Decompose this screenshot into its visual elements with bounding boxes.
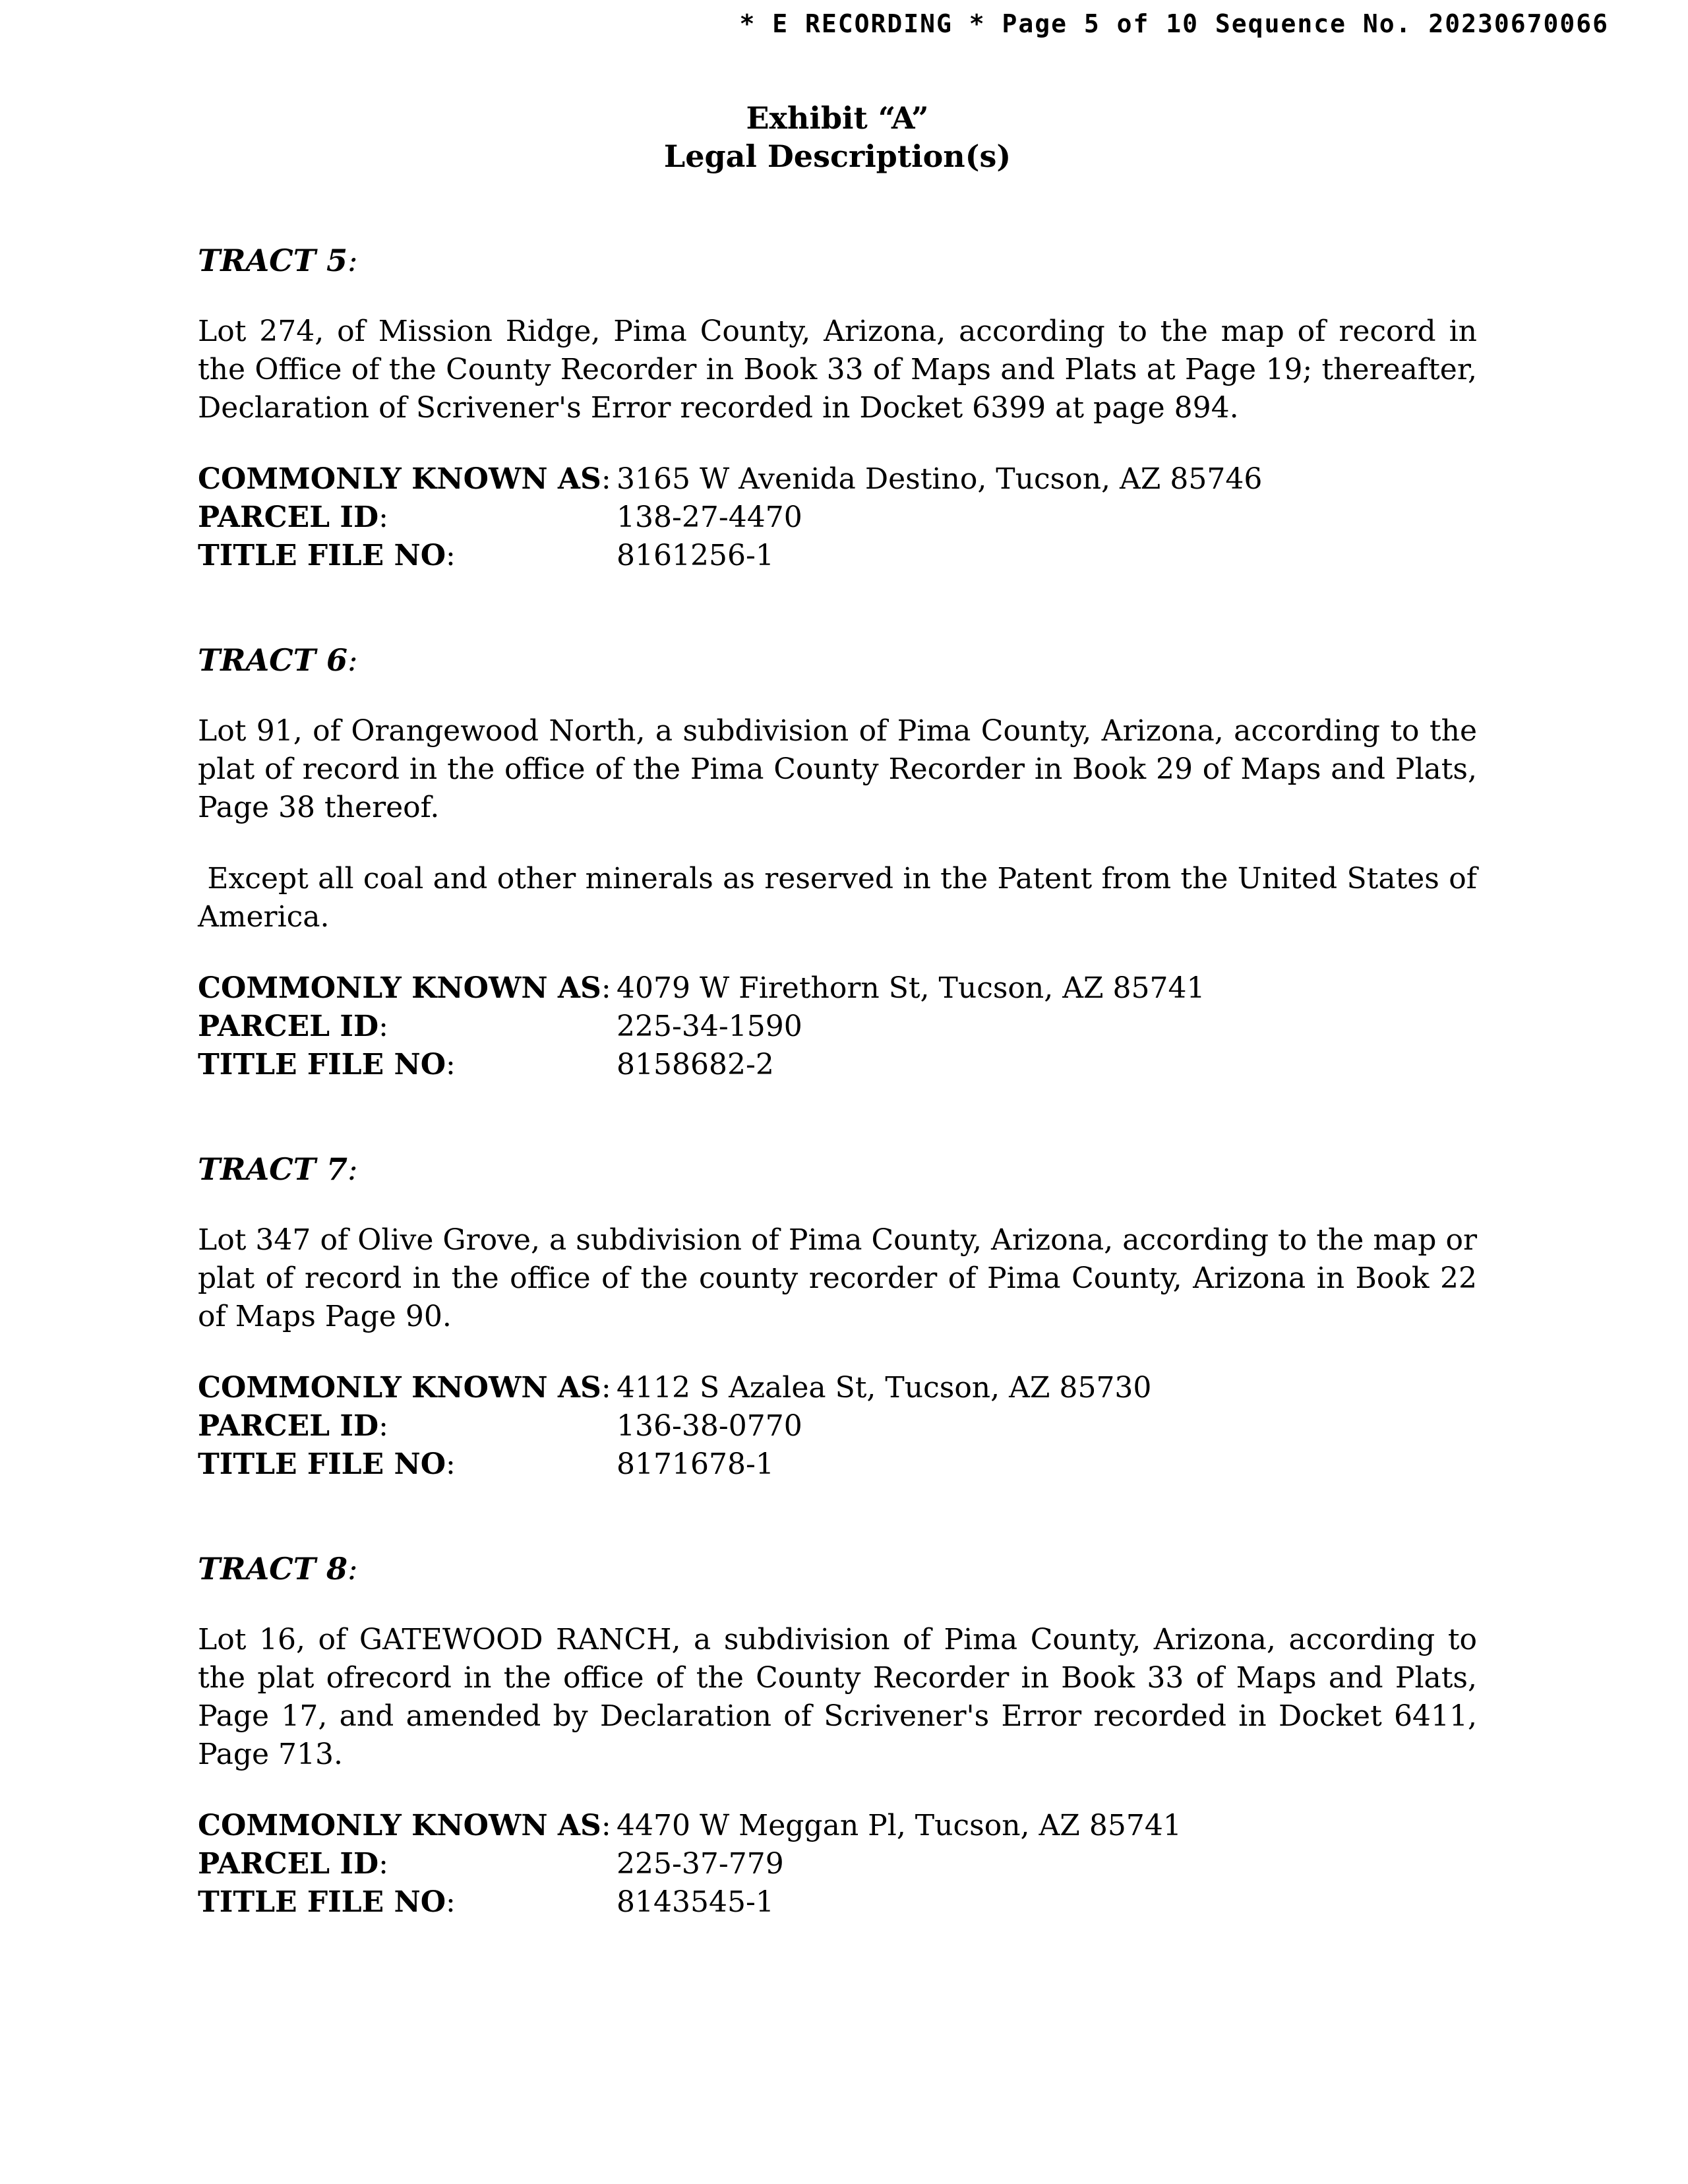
property-info [198,460,1477,575]
known-as-row: COMMONLY KNOWN AS: 4079 W Firethorn St, Tucson, AZ 85741 [198,969,1477,1008]
title-file-row: TITLE FILE NO: 8171678-1 [198,1445,1477,1484]
tract-6 [198,641,1486,1084]
known-as-value: 3165 W Avenida Destino, Tucson, AZ 85746 [617,462,1263,496]
property-info [198,969,1477,1084]
parcel-id-value: 138-27-4470 [617,501,802,534]
recording-stamp: * E RECORDING * Page 5 of 10 Sequence No. 20230670066 [739,9,1609,38]
title-file-row: TITLE FILE NO: 8158682-2 [198,1046,1477,1084]
parcel-id-value: 225-37-779 [617,1847,784,1881]
exhibit-subtitle: Legal Description(s) [663,138,1011,174]
tract-5 [198,241,1477,575]
legal-description: Lot 91, of Orangewood North, a subdivision of Pima County, Arizona, according to the plat of record in the office of the Pima County Recorder in Book 29 of Maps and Plats, Page 38 thereof. [198,714,1477,824]
title-file-value: 8161256-1 [617,539,774,572]
tract-heading: TRACT 7: [198,1151,358,1187]
known-as-value: 4079 W Firethorn St, Tucson, AZ 85741 [617,971,1205,1005]
known-as-row: COMMONLY KNOWN AS: 3165 W Avenida Destino, Tucson, AZ 85746 [198,460,1477,499]
parcel-id-row: PARCEL ID: 225-34-1590 [198,1008,1477,1046]
tract-8 [198,1550,1477,1922]
known-as-row: COMMONLY KNOWN AS: 4112 S Azalea St, Tucson, AZ 85730 [198,1369,1477,1407]
parcel-id-row: PARCEL ID: 136-38-0770 [198,1407,1477,1445]
document-page [198,99,1486,1922]
title-file-value: 8143545-1 [617,1885,774,1919]
legal-exception: Except all coal and other minerals as reserved in the Patent from the United States of America. [198,862,1486,934]
title-file-value: 8158682-2 [617,1048,774,1081]
property-info [198,1807,1477,1922]
tract-heading: TRACT 5: [198,243,358,278]
property-info [198,1369,1477,1484]
tract-7 [198,1150,1477,1484]
title-file-row: TITLE FILE NO: 8143545-1 [198,1883,1477,1922]
tract-heading: TRACT 8: [198,1551,358,1587]
parcel-id-value: 225-34-1590 [617,1010,802,1043]
tract-heading: TRACT 6: [198,642,358,678]
legal-description: Lot 274, of Mission Ridge, Pima County, Arizona, according to the map of record in the Office of the County Recorder in Book 33 of Maps and Plats at Page 19; thereafter, Declaration of Scrivener's Error recorded in Docket 6399 at page 894. [198,315,1477,425]
title-file-value: 8171678-1 [617,1447,774,1481]
known-as-row: COMMONLY KNOWN AS: 4470 W Meggan Pl, Tucson, AZ 85741 [198,1807,1477,1845]
legal-description: Lot 347 of Olive Grove, a subdivision of Pima County, Arizona, according to the map or plat of record in the office of the county recorder of Pima County, Arizona in Book 22 of Maps Page 90. [198,1223,1477,1333]
parcel-id-value: 136-38-0770 [617,1409,802,1443]
title-file-row: TITLE FILE NO: 8161256-1 [198,537,1477,575]
exhibit-title: Exhibit “A” [746,100,929,136]
parcel-id-row: PARCEL ID: 225-37-779 [198,1845,1477,1883]
legal-description: Lot 16, of GATEWOOD RANCH, a subdivision of Pima County, Arizona, according to the plat ofrecord in the office of the County Recorder in Book 33 of Maps and Plats, Page 17, and amended by Declaration of Scrivener's Error recorded in Docket 6411, Page 713. [198,1623,1477,1771]
parcel-id-row: PARCEL ID: 138-27-4470 [198,499,1477,537]
known-as-value: 4112 S Azalea St, Tucson, AZ 85730 [617,1371,1152,1405]
known-as-value: 4470 W Meggan Pl, Tucson, AZ 85741 [617,1809,1182,1842]
